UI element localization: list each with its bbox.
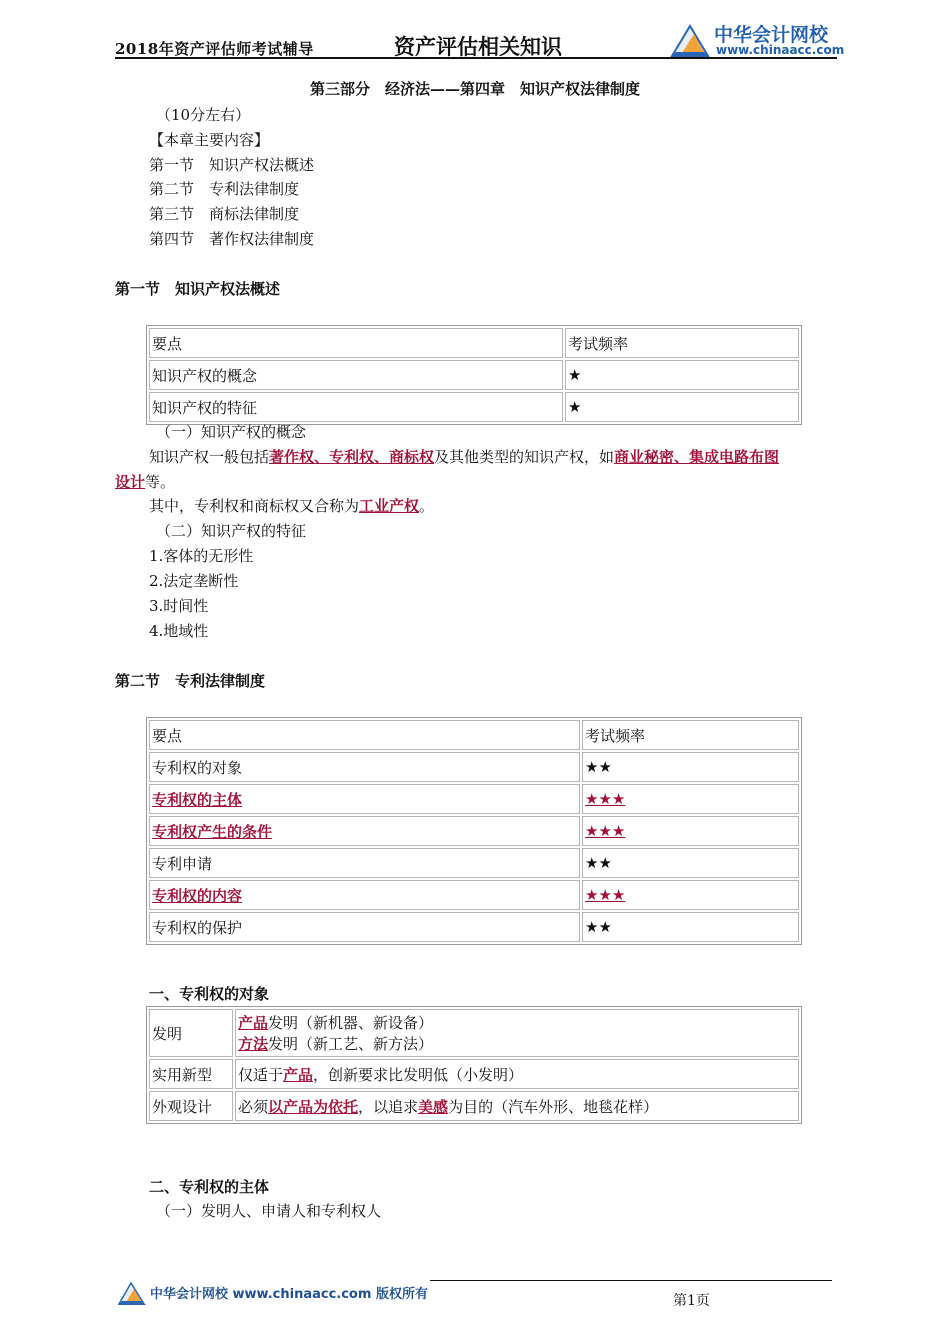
logo-mark-icon (668, 20, 712, 60)
subheading: （一）发明人、申请人和专利权人 (156, 1202, 382, 1220)
chapter-title: 第三部分 经济法——第四章 知识产权法律制度 (309, 80, 640, 98)
table-row (149, 784, 799, 814)
list-item: 4.地域性 (149, 622, 209, 640)
table-row (149, 880, 799, 910)
frequency-stars: ★ (565, 360, 799, 390)
text-run: 。 (419, 497, 435, 515)
section2-heading: 第二节 专利法律制度 (115, 672, 266, 690)
type-cell: 实用新型 (149, 1059, 233, 1089)
point-cell: 专利权的内容 (149, 880, 580, 910)
description-line (238, 1033, 796, 1054)
table-row (149, 912, 799, 942)
text-run: 等。 (145, 473, 176, 491)
key-term: 以产品为依托 (268, 1097, 359, 1116)
site-logo[interactable] (668, 18, 848, 62)
key-term: 著作权、专利权、商标权 (269, 448, 435, 466)
table-header-row (149, 328, 799, 358)
table-row (149, 392, 799, 422)
description-cell (235, 1059, 799, 1089)
key-term: 商业秘密、集成电路布图 (614, 448, 780, 466)
contents-item: 第一节 知识产权法概述 (149, 156, 315, 174)
paragraph (149, 446, 779, 467)
section1-heading: 第一节 知识产权法概述 (115, 280, 281, 298)
score-note: （10分左右） (156, 106, 251, 124)
type-cell: 外观设计 (149, 1091, 233, 1121)
key-term: 产品 (238, 1014, 269, 1032)
table-header-cell: 要点 (149, 328, 563, 358)
part1-heading: 一、专利权的对象 (149, 985, 270, 1003)
header-left-text: 2018年资产评估师考试辅导 (115, 40, 314, 58)
frequency-stars: ★★★ (582, 784, 799, 814)
subheading: （二）知识产权的特征 (156, 522, 307, 540)
paragraph (149, 495, 434, 516)
text-run: 知识产权一般包括 (149, 448, 270, 466)
key-term: 工业产权 (359, 497, 420, 515)
text-run: ，以追求 (358, 1097, 419, 1116)
table-row (149, 1091, 799, 1121)
logo-name: 中华会计网校 (714, 24, 829, 46)
text-run: 其中，专利权和商标权又合称为 (149, 497, 360, 515)
list-item: 2.法定垄断性 (149, 572, 239, 590)
point-cell: 知识产权的概念 (149, 360, 563, 390)
frequency-stars: ★★ (582, 848, 799, 878)
contents-item: 第三节 商标法律制度 (149, 205, 300, 223)
point-cell: 专利权的主体 (149, 784, 580, 814)
table-row (149, 1059, 799, 1089)
text-run: 为目的（汽车外形、地毯花样） (448, 1097, 659, 1116)
list-item: 3.时间性 (149, 597, 209, 615)
list-item: 1.客体的无形性 (149, 547, 254, 565)
footer-copyright[interactable]: 中华会计网校 www.chinaacc.com 版权所有 (150, 1287, 428, 1302)
table-row (149, 752, 799, 782)
header-center-title: 资产评估相关知识 (394, 34, 562, 59)
point-cell: 专利申请 (149, 848, 580, 878)
frequency-stars: ★★ (582, 752, 799, 782)
logo-url: www.chinaacc.com (716, 43, 845, 57)
description-line (238, 1012, 796, 1033)
page-number: 第1页 (673, 1293, 710, 1309)
table-row (149, 360, 799, 390)
table-header-cell: 考试频率 (565, 328, 799, 358)
text-run: 发明（新机器、新设备） (268, 1014, 434, 1032)
text-run: 必须 (238, 1097, 269, 1116)
point-cell: 专利权的保护 (149, 912, 580, 942)
contents-heading: 【本章主要内容】 (149, 131, 270, 149)
paragraph-continued (115, 471, 175, 492)
patent-objects-table (146, 1006, 802, 1124)
footer-divider (430, 1280, 832, 1281)
table-row (149, 848, 799, 878)
text-run: ，创新要求比发明低（小发明） (313, 1065, 524, 1084)
contents-item: 第二节 专利法律制度 (149, 180, 300, 198)
header-divider (115, 57, 837, 59)
frequency-stars: ★★★ (582, 816, 799, 846)
key-term: 方法 (238, 1035, 269, 1053)
text-run: 及其他类型的知识产权，如 (434, 448, 615, 466)
point-cell: 知识产权的特征 (149, 392, 563, 422)
frequency-stars: ★ (565, 392, 799, 422)
frequency-stars: ★★ (582, 912, 799, 942)
section2-table (146, 717, 802, 945)
key-term: 美感 (418, 1097, 449, 1116)
point-cell: 专利权产生的条件 (149, 816, 580, 846)
footer-logo-icon (117, 1280, 147, 1306)
text-run: 发明（新工艺、新方法） (268, 1035, 434, 1053)
table-header-cell: 要点 (149, 720, 580, 750)
key-term: 设计 (115, 473, 146, 491)
section1-table (146, 325, 802, 425)
table-row (149, 816, 799, 846)
description-cell (235, 1009, 799, 1057)
point-cell: 专利权的对象 (149, 752, 580, 782)
contents-item: 第四节 著作权法律制度 (149, 230, 315, 248)
table-header-cell: 考试频率 (582, 720, 799, 750)
table-row (149, 1009, 799, 1057)
subheading: （一）知识产权的概念 (156, 423, 307, 441)
table-header-row (149, 720, 799, 750)
part2-heading: 二、专利权的主体 (149, 1178, 270, 1196)
text-run: 仅适于 (238, 1065, 284, 1084)
type-cell: 发明 (149, 1009, 233, 1057)
key-term: 产品 (283, 1065, 314, 1084)
description-cell (235, 1091, 799, 1121)
frequency-stars: ★★★ (582, 880, 799, 910)
